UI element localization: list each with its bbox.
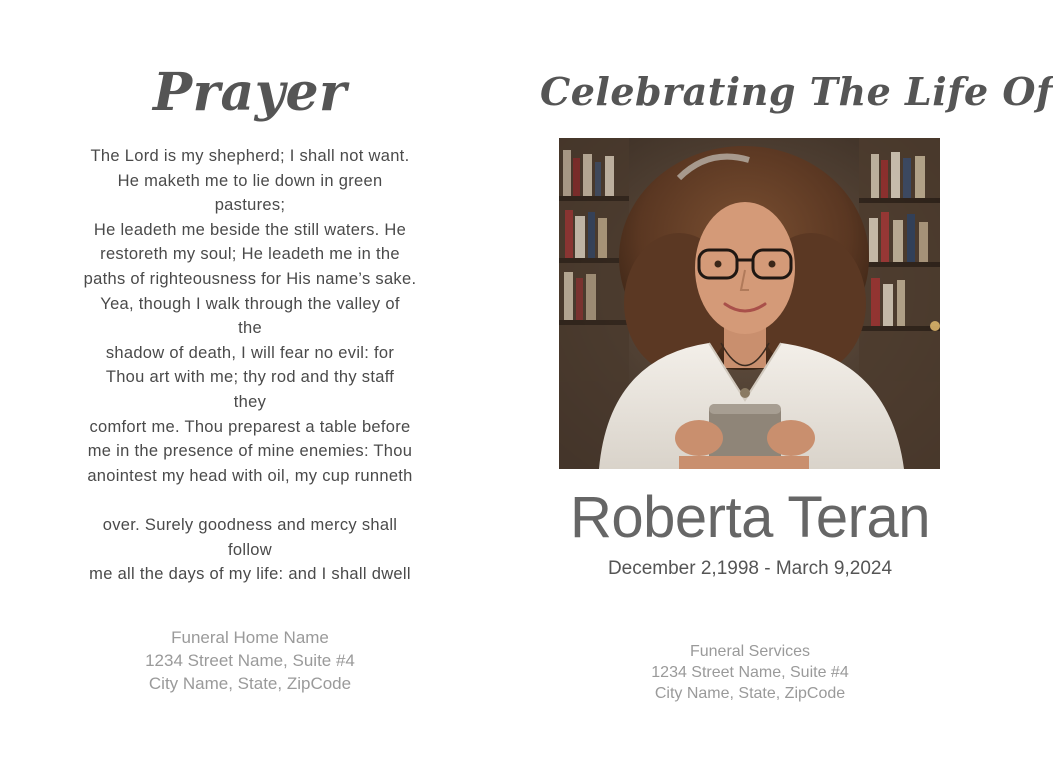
funeral-home-city: City Name, State, ZipCode: [148, 674, 352, 693]
prayer-line: follow: [228, 540, 272, 559]
services-name: Funeral Services: [689, 643, 811, 660]
funeral-services-address: [540, 641, 960, 704]
portrait-photo: [559, 138, 940, 469]
prayer-title: Prayer: [153, 62, 347, 123]
prayer-line: comfort me. Thou preparest a table before: [89, 417, 411, 436]
deceased-name: Roberta Teran: [570, 485, 930, 550]
prayer-line: shadow of death, I will fear no evil: for: [105, 343, 395, 362]
life-dates: December 2,1998 - March 9,2024: [607, 558, 893, 579]
services-street: 1234 Street Name, Suite #4: [651, 664, 849, 681]
celebrating-title: Celebrating The Life Of: [540, 69, 1053, 114]
prayer-line: paths of righteousness for His name’s sake.: [83, 269, 417, 288]
prayer-line: pastures;: [214, 196, 286, 215]
prayer-line: me in the presence of mine enemies: Thou: [87, 442, 413, 461]
prayer-line: they: [233, 392, 267, 411]
prayer-line: restoreth my soul; He leadeth me in the: [100, 245, 400, 264]
prayer-line: over. Surely goodness and mercy shall: [102, 515, 398, 534]
prayer-line: Yea, though I walk through the valley of: [100, 294, 400, 313]
services-city: City Name, State, ZipCode: [654, 685, 846, 702]
prayer-line: me all the days of my life: and I shall dwell: [89, 565, 411, 584]
prayer-blank-line: [60, 488, 440, 513]
funeral-home-address: [60, 626, 440, 695]
prayer-line: Thou art with me; thy rod and thy staff: [105, 368, 395, 387]
portrait-photo-illustration: [559, 138, 940, 469]
funeral-home-street: 1234 Street Name, Suite #4: [145, 651, 355, 670]
prayer-line: anointest my head with oil, my cup runneth: [87, 466, 413, 485]
funeral-home-name: Funeral Home Name: [171, 628, 329, 647]
prayer-line: the: [238, 319, 262, 338]
prayer-line: He leadeth me beside the still waters. He: [93, 220, 407, 239]
prayer-line: The Lord is my shepherd; I shall not want.: [90, 147, 410, 165]
memorial-panel: [540, 0, 1053, 773]
prayer-line: He maketh me to lie down in green: [117, 171, 383, 190]
prayer-panel: [60, 0, 440, 773]
prayer-text: [60, 144, 440, 587]
